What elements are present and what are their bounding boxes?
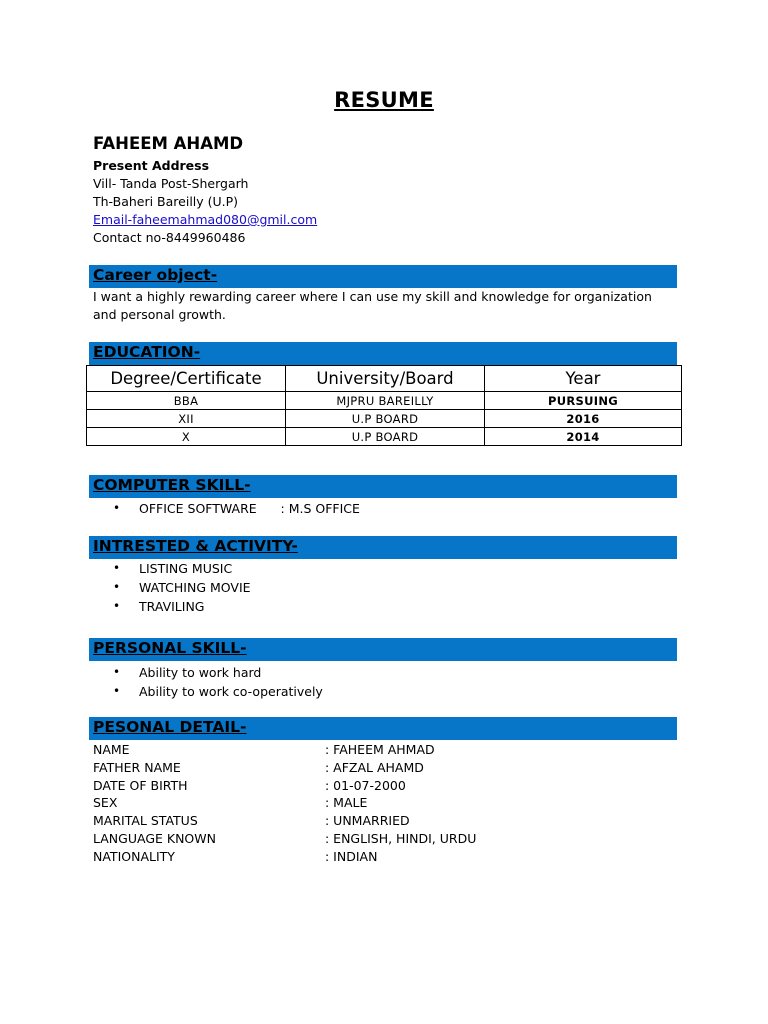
bullet-icon: • <box>113 561 121 575</box>
detail-value: : 01-07-2000 <box>325 777 406 793</box>
list-item-text: TRAVILING <box>139 599 205 614</box>
list-item-text: WATCHING MOVIE <box>139 580 251 595</box>
column-header-degree: Degree/Certificate <box>87 366 286 392</box>
detail-value: : UNMARRIED <box>325 813 410 829</box>
list-item <box>113 559 251 578</box>
table-row <box>87 410 682 428</box>
bullet-icon: • <box>113 599 121 613</box>
list-item <box>113 499 360 518</box>
personal-skill-heading: PERSONAL SKILL- <box>93 639 247 657</box>
detail-value: : ENGLISH, HINDI, URDU <box>325 830 477 846</box>
education-heading: EDUCATION- <box>93 343 201 361</box>
career-object-text: I want a highly rewarding career where I can use my skill and knowledge for organization and personal growth. <box>93 289 652 322</box>
education-table-header <box>87 366 682 392</box>
table-row <box>87 392 682 410</box>
list-item <box>113 682 323 701</box>
bullet-icon: • <box>113 684 121 698</box>
address-line-2: Th-Baheri Bareilly (U.P) <box>93 194 239 209</box>
detail-value: : FAHEEM AHMAD <box>325 742 435 757</box>
list-item-text: Ability to work co-operatively <box>139 684 323 699</box>
year-cell: 2016 <box>485 410 682 428</box>
email-link[interactable]: Email-faheemahmad080@gmil.com <box>93 212 318 227</box>
list-item-text: LISTING MUSIC <box>139 561 233 576</box>
address-heading: Present Address <box>93 158 210 173</box>
interests-band <box>89 536 677 559</box>
bullet-icon: • <box>113 665 121 679</box>
detail-key: DATE OF BIRTH <box>93 777 188 793</box>
computer-skill-band <box>89 475 677 498</box>
list-item-text: Ability to work hard <box>139 665 262 680</box>
detail-key: FATHER NAME <box>93 759 181 775</box>
personal-detail-heading: PESONAL DETAIL- <box>93 718 247 736</box>
detail-key: LANGUAGE KNOWN <box>93 830 216 846</box>
degree-cell: BBA <box>87 392 286 410</box>
column-header-year: Year <box>485 366 682 392</box>
list-item-text: OFFICE SOFTWARE : M.S OFFICE <box>139 501 360 516</box>
bullet-icon: • <box>113 580 121 594</box>
detail-key: NATIONALITY <box>93 848 175 864</box>
university-cell: MJPRU BAREILLY <box>286 392 485 410</box>
year-cell: PURSUING <box>485 392 682 410</box>
university-cell: U.P BOARD <box>286 410 485 428</box>
detail-key: NAME <box>93 742 130 757</box>
computer-skill-list <box>113 499 360 518</box>
contact-line: Contact no-8449960486 <box>93 230 246 245</box>
detail-value: : MALE <box>325 795 368 811</box>
education-band <box>89 342 677 365</box>
bullet-icon: • <box>113 501 121 515</box>
university-cell: U.P BOARD <box>286 428 485 446</box>
career-object-heading: Career object- <box>93 266 218 284</box>
table-row <box>87 428 682 446</box>
personal-skill-list <box>113 663 323 701</box>
career-object-band <box>89 265 677 288</box>
list-item <box>113 663 323 682</box>
interests-heading: INTRESTED & ACTIVITY- <box>93 537 298 555</box>
detail-value: : AFZAL AHAMD <box>325 759 424 775</box>
email-line[interactable] <box>93 211 317 229</box>
computer-skill-heading: COMPUTER SKILL- <box>93 476 251 494</box>
resume-title: RESUME <box>334 88 434 112</box>
detail-key: SEX <box>93 795 118 811</box>
detail-key: MARITAL STATUS <box>93 813 198 829</box>
personal-skill-band <box>89 638 677 661</box>
education-table <box>86 365 682 446</box>
list-item <box>113 578 251 597</box>
personal-detail-band <box>89 717 677 740</box>
interests-list <box>113 559 251 616</box>
degree-cell: X <box>87 428 286 446</box>
address-line-1: Vill- Tanda Post-Shergarh <box>93 176 249 191</box>
detail-value: : INDIAN <box>325 848 378 864</box>
candidate-name: FAHEEM AHAMD <box>93 134 244 153</box>
list-item <box>113 597 251 616</box>
degree-cell: XII <box>87 410 286 428</box>
column-header-university: University/Board <box>286 366 485 392</box>
year-cell: 2014 <box>485 428 682 446</box>
